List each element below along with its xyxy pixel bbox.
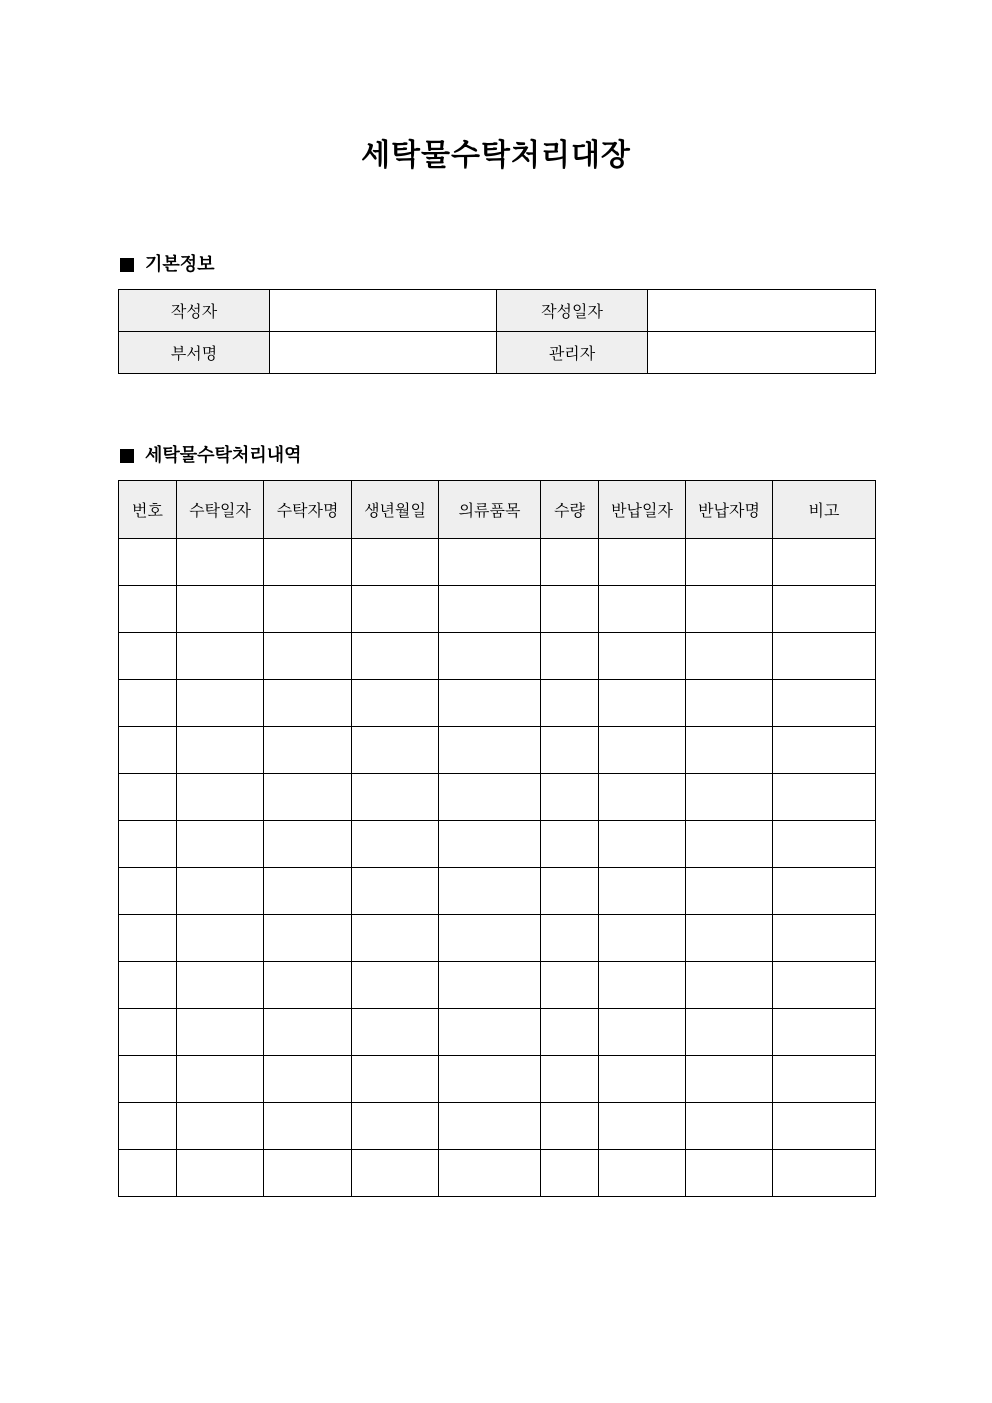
table-cell[interactable] [541,680,599,727]
table-cell[interactable] [264,586,352,633]
section-heading-details [118,444,302,468]
table-cell[interactable] [541,1150,599,1197]
table-cell[interactable] [119,962,177,1009]
table-row [119,915,876,962]
table-cell[interactable] [177,727,264,774]
table-row [119,586,876,633]
table-cell[interactable] [177,915,264,962]
table-cell[interactable] [119,774,177,821]
table-cell[interactable] [352,868,439,915]
table-cell[interactable] [541,1056,599,1103]
table-cell[interactable] [119,727,177,774]
table-cell[interactable] [264,633,352,680]
table-cell[interactable] [439,962,541,1009]
table-cell[interactable] [264,727,352,774]
table-cell[interactable] [773,727,876,774]
table-cell[interactable] [119,868,177,915]
table-cell[interactable] [264,868,352,915]
table-cell[interactable] [686,821,773,868]
date-written-field[interactable] [648,290,876,332]
table-cell[interactable] [119,539,177,586]
table-cell[interactable] [599,821,686,868]
table-cell[interactable] [177,1150,264,1197]
table-cell[interactable] [352,727,439,774]
table-cell[interactable] [773,1150,876,1197]
table-cell[interactable] [686,962,773,1009]
table-cell[interactable] [541,821,599,868]
table-cell[interactable] [541,962,599,1009]
section-heading-label: 세탁물수탁처리내역 [145,445,302,466]
table-row [119,1103,876,1150]
table-cell[interactable] [439,633,541,680]
table-cell[interactable] [773,539,876,586]
table-cell[interactable] [686,680,773,727]
table-cell[interactable] [177,539,264,586]
author-label: 작성자 [119,290,270,332]
table-cell[interactable] [686,1056,773,1103]
column-header-clothing-item: 의류품목 [439,481,541,539]
table-row [119,290,876,332]
table-cell[interactable] [541,586,599,633]
table-cell[interactable] [264,680,352,727]
table-cell[interactable] [352,962,439,1009]
table-cell[interactable] [439,1150,541,1197]
table-cell[interactable] [439,680,541,727]
table-cell[interactable] [599,1056,686,1103]
table-cell[interactable] [686,868,773,915]
table-cell[interactable] [773,1056,876,1103]
table-cell[interactable] [352,1056,439,1103]
square-bullet-icon [120,258,134,272]
column-header-consignor-name: 수탁자명 [264,481,352,539]
table-cell[interactable] [599,680,686,727]
table-row [119,727,876,774]
table-cell[interactable] [599,1103,686,1150]
table-row [119,1150,876,1197]
table-cell[interactable] [119,1150,177,1197]
manager-label: 관리자 [497,332,648,374]
table-cell[interactable] [177,633,264,680]
table-cell[interactable] [352,1009,439,1056]
table-cell[interactable] [177,1103,264,1150]
table-cell[interactable] [541,727,599,774]
column-header-quantity: 수량 [541,481,599,539]
table-cell[interactable] [439,774,541,821]
table-cell[interactable] [773,633,876,680]
department-label: 부서명 [119,332,270,374]
table-cell[interactable] [439,915,541,962]
table-cell[interactable] [773,915,876,962]
table-cell[interactable] [352,680,439,727]
table-row [119,868,876,915]
table-cell[interactable] [119,1056,177,1103]
table-cell[interactable] [264,774,352,821]
column-header-remarks: 비고 [773,481,876,539]
laundry-details-table [118,480,876,1197]
table-cell[interactable] [773,586,876,633]
table-cell[interactable] [352,915,439,962]
table-cell[interactable] [439,821,541,868]
table-cell[interactable] [264,1009,352,1056]
table-row [119,821,876,868]
table-cell[interactable] [773,680,876,727]
column-header-birth-date: 생년월일 [352,481,439,539]
page-title: 세탁물수탁처리대장 [361,138,631,173]
table-cell[interactable] [541,915,599,962]
table-row [119,774,876,821]
manager-field[interactable] [648,332,876,374]
table-cell[interactable] [177,774,264,821]
table-cell[interactable] [119,1009,177,1056]
table-cell[interactable] [686,633,773,680]
column-header-consign-date: 수탁일자 [177,481,264,539]
section-heading-basic-info [118,253,215,277]
table-cell[interactable] [439,868,541,915]
table-cell[interactable] [541,1009,599,1056]
table-cell[interactable] [264,962,352,1009]
table-row [119,1056,876,1103]
table-cell[interactable] [352,633,439,680]
table-header-row [119,481,876,539]
table-cell[interactable] [599,915,686,962]
table-cell[interactable] [686,1103,773,1150]
section-heading-label: 기본정보 [145,254,215,275]
table-cell[interactable] [264,1150,352,1197]
table-cell[interactable] [352,1150,439,1197]
table-cell[interactable] [541,774,599,821]
table-cell[interactable] [541,539,599,586]
table-row [119,962,876,1009]
date-written-label: 작성일자 [497,290,648,332]
table-cell[interactable] [439,1103,541,1150]
table-cell[interactable] [439,586,541,633]
table-cell[interactable] [686,727,773,774]
table-cell[interactable] [773,962,876,1009]
table-cell[interactable] [177,868,264,915]
table-cell[interactable] [686,1150,773,1197]
table-cell[interactable] [686,774,773,821]
table-row [119,1009,876,1056]
table-cell[interactable] [439,1056,541,1103]
table-cell[interactable] [686,915,773,962]
table-row [119,332,876,374]
table-cell[interactable] [439,727,541,774]
table-cell[interactable] [119,821,177,868]
table-cell[interactable] [352,1103,439,1150]
table-cell[interactable] [773,1103,876,1150]
table-cell[interactable] [773,774,876,821]
table-cell[interactable] [177,1056,264,1103]
table-cell[interactable] [541,868,599,915]
table-cell[interactable] [599,586,686,633]
author-field[interactable] [270,290,497,332]
square-bullet-icon [120,449,134,463]
table-cell[interactable] [177,680,264,727]
table-cell[interactable] [599,633,686,680]
table-cell[interactable] [264,1056,352,1103]
table-cell[interactable] [686,586,773,633]
table-cell[interactable] [177,821,264,868]
column-header-return-date: 반납일자 [599,481,686,539]
table-cell[interactable] [177,962,264,1009]
table-cell[interactable] [264,821,352,868]
table-cell[interactable] [599,868,686,915]
column-header-number: 번호 [119,481,177,539]
table-cell[interactable] [599,539,686,586]
table-cell[interactable] [119,633,177,680]
table-cell[interactable] [177,586,264,633]
table-cell[interactable] [264,915,352,962]
table-cell[interactable] [264,1103,352,1150]
table-cell[interactable] [686,1009,773,1056]
table-cell[interactable] [599,1009,686,1056]
table-cell[interactable] [599,1150,686,1197]
table-cell[interactable] [541,633,599,680]
table-cell[interactable] [352,821,439,868]
table-cell[interactable] [541,1103,599,1150]
table-cell[interactable] [773,1009,876,1056]
table-cell[interactable] [119,1103,177,1150]
table-cell[interactable] [119,915,177,962]
table-cell[interactable] [599,962,686,1009]
table-cell[interactable] [439,1009,541,1056]
table-cell[interactable] [773,868,876,915]
table-cell[interactable] [599,727,686,774]
table-cell[interactable] [119,586,177,633]
department-field[interactable] [270,332,497,374]
table-row [119,633,876,680]
table-cell[interactable] [352,774,439,821]
basic-info-table [118,289,876,374]
table-cell[interactable] [599,774,686,821]
table-cell[interactable] [352,586,439,633]
table-cell[interactable] [773,821,876,868]
table-row [119,539,876,586]
table-cell[interactable] [686,539,773,586]
details-table-body [119,539,876,1197]
column-header-returner-name: 반납자명 [686,481,773,539]
table-row [119,680,876,727]
table-cell[interactable] [439,539,541,586]
table-cell[interactable] [177,1009,264,1056]
table-cell[interactable] [352,539,439,586]
table-cell[interactable] [264,539,352,586]
table-cell[interactable] [119,680,177,727]
